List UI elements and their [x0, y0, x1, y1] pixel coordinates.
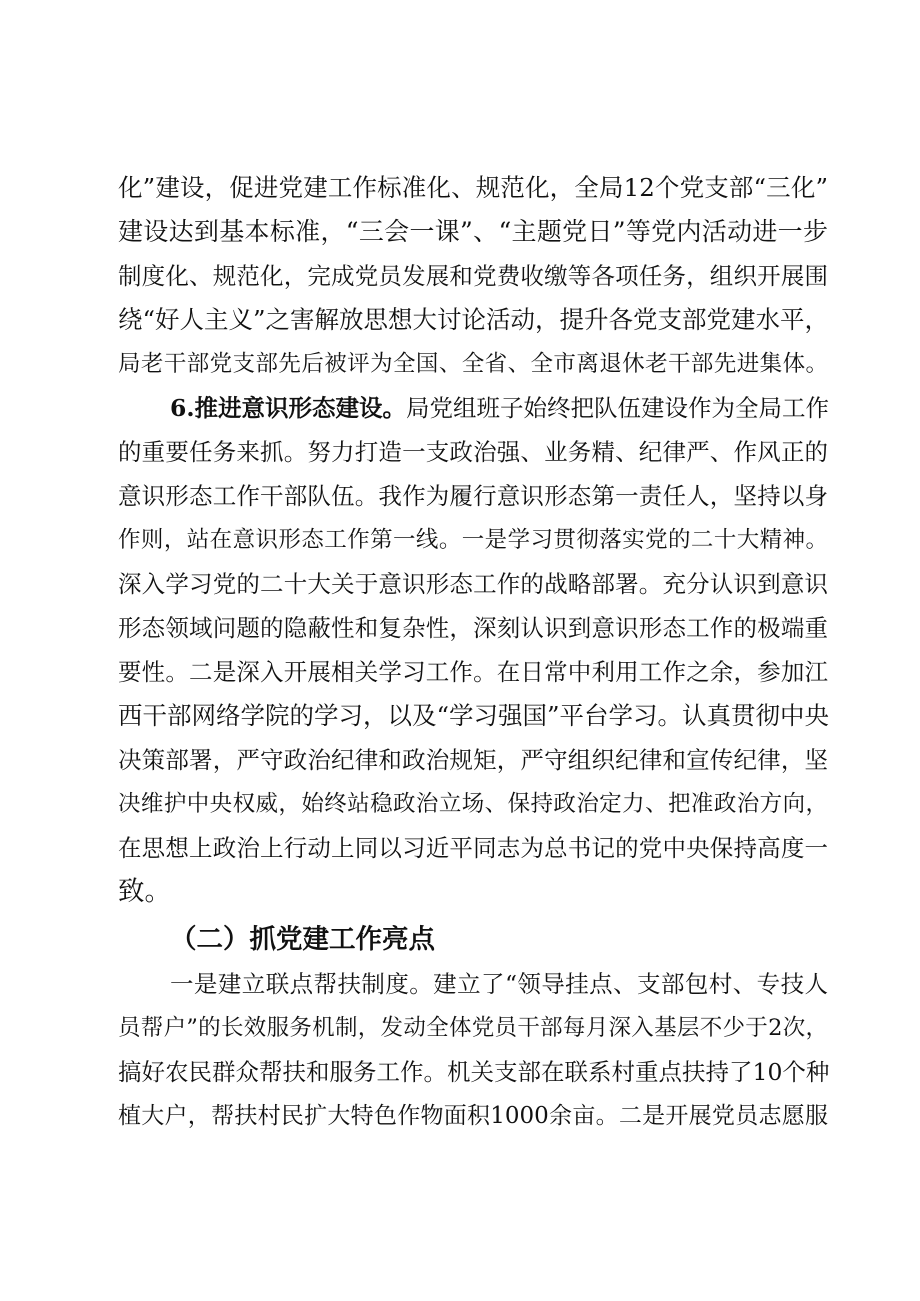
text-line: 深入学习党的二十大关于意识形态工作的战略部署。充分认识到意识 — [118, 570, 828, 598]
text-line: 局老干部党支部先后被评为全国、全省、全市离退休老干部先进集体。 — [118, 351, 828, 377]
text-line: 决策部署，严守政治纪律和政治规矩，严守组织纪律和宣传纪律，坚 — [118, 746, 828, 774]
text-line: 搞好农民群众帮扶和服务工作。机关支部在联系村重点扶持了10个种 — [118, 1058, 830, 1086]
text-line: 要性。二是深入开展相关学习工作。在日常中利用工作之余，参加江 — [118, 658, 828, 686]
text-line: 在思想上政治上行动上同以习近平同志为总书记的党中央保持高度一 — [118, 834, 828, 862]
text-line: 员帮户”的长效服务机制，发动全体党员干部每月深入基层不少于2次， — [118, 1015, 828, 1041]
text-line: 作则，站在意识形态工作第一线。一是学习贯彻落实党的二十大精神。 — [118, 527, 828, 553]
text-line: 建设达到基本标准，“三会一课”、“主题党日”等党内活动进一步 — [118, 217, 828, 246]
text-line: 一是建立联点帮扶制度。建立了“领导挂点、支部包村、专技人 — [170, 970, 828, 998]
text-line: 绕“好人主义”之害解放思想大讨论活动，提升各党支部党建水平， — [118, 305, 830, 334]
text-line: 决维护中央权威，始终站稳政治立场、保持政治定力、把准政治方向， — [118, 791, 828, 817]
section-6-first-line — [170, 390, 828, 426]
text-line: 形态领域问题的隐蔽性和复杂性，深刻认识到意识形态工作的极端重 — [118, 614, 828, 642]
text-line: 西干部网络学院的学习，以及“学习强国”平台学习。认真贯彻中央 — [118, 701, 830, 730]
section-6-first-line-text: 局党组班子始终把队伍建设作为全局工作 — [406, 394, 830, 422]
section-heading: （二）抓党建工作亮点 — [170, 924, 435, 955]
section-6-heading: 6.推进意识形态建设。 — [170, 394, 407, 422]
text-line: 的重要任务来抓。努力打造一支政治强、业务精、纪律严、作风正的 — [118, 438, 828, 466]
text-line: 植大户，帮扶村民扩大特色作物面积1000余亩。二是开展党员志愿服 — [118, 1103, 828, 1129]
text-line: 意识形态工作干部队伍。我作为履行意识形态第一责任人，坚持以身 — [118, 482, 828, 510]
text-line: 制度化、规范化，完成党员发展和党费收缴等各项任务，组织开展围 — [118, 262, 828, 290]
text-line: 化”建设，促进党建工作标准化、规范化，全局12个党支部“三化” — [118, 173, 828, 202]
text-line: 致。 — [118, 876, 171, 907]
